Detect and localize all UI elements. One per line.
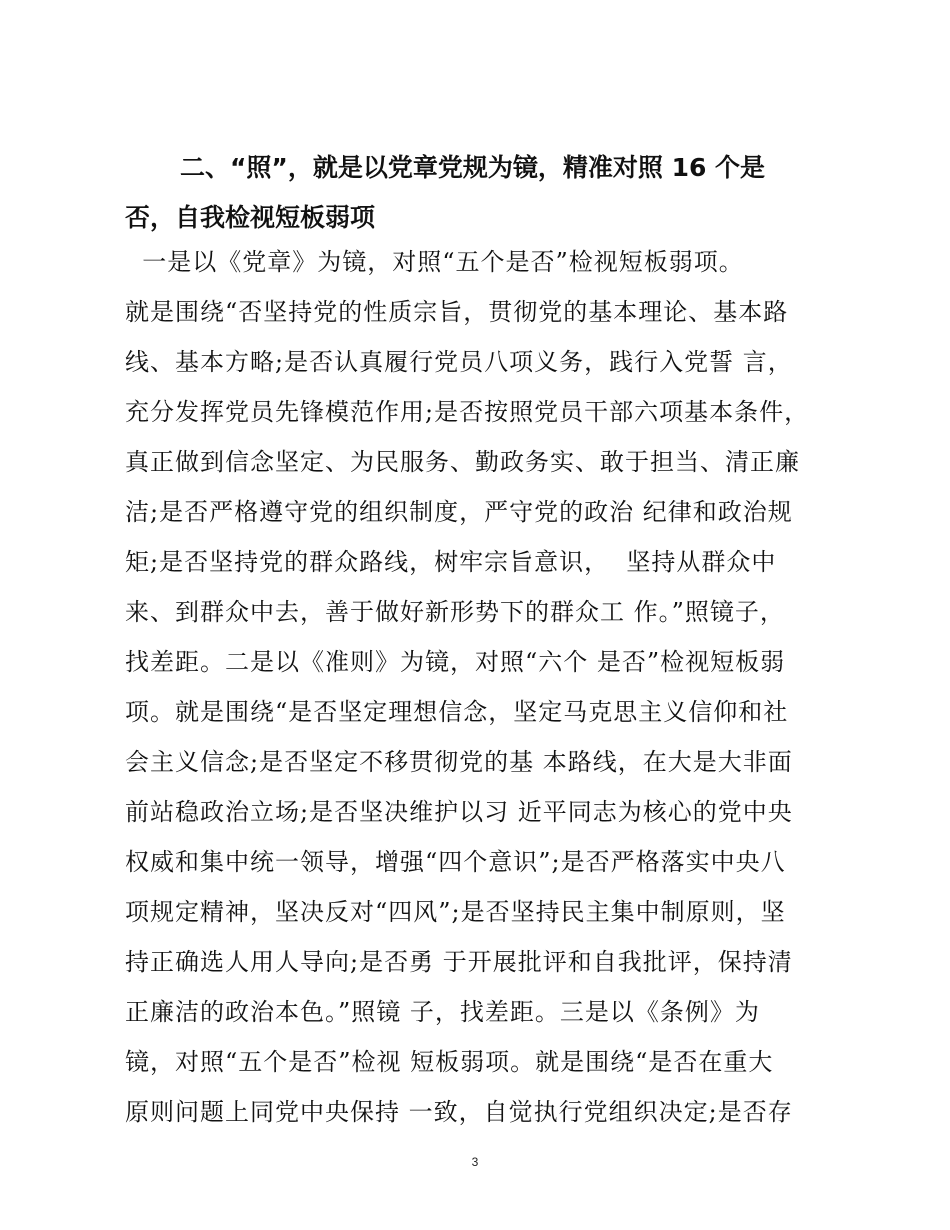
body-text-line: 一是以《党章》为镜，对照“五个是否”检视短板弱项。 — [125, 248, 744, 276]
body-text-line: 洁;是否严格遵守党的组织制度，严守党的政治 纪律和政治规 — [125, 498, 793, 526]
body-text-line: 来、到群众中去，善于做好新形势下的群众工 作。”照镜子， — [125, 598, 785, 626]
body-text-line: 充分发挥党员先锋模范作用;是否按照党员干部六项基本条件， — [125, 398, 810, 426]
body-text-line: 权威和集中统一领导，增强“四个意识”;是否严格落实中央八 — [125, 848, 786, 876]
body-text-line: 真正做到信念坚定、为民服务、勤政务实、敢于担当、清正廉 — [125, 448, 800, 476]
body-text-line: 项规定精神，坚决反对“四风”;是否坚持民主集中制原则，坚 — [125, 898, 786, 926]
body-text-line: 持正确选人用人导向;是否勇 于开展批评和自我批评，保持清 — [125, 948, 793, 976]
body-text-line: 就是围绕“否坚持党的性质宗旨，贯彻党的基本理论、基本路 — [125, 298, 789, 326]
body-text-line: 会主义信念;是否坚定不移贯彻党的基 本路线，在大是大非面 — [125, 748, 793, 776]
body-text-line: 前站稳政治立场;是否坚决维护以习 近平同志为核心的党中央 — [125, 798, 793, 826]
body-text-line: 镜，对照“五个是否”检视 短板弱项。就是围绕“是否在重大 — [125, 1048, 774, 1076]
page-number: 3 — [471, 1155, 479, 1169]
body-text-line: 正廉洁的政治本色。”照镜 子，找差距。三是以《条例》为 — [125, 998, 760, 1026]
section-heading-line-2: 否，自我检视短板弱项 — [125, 203, 376, 232]
body-text-line: 线、基本方略;是否认真履行党员八项义务，践行入党誓 言， — [125, 348, 793, 376]
body-text-line: 找差距。二是以《准则》为镜，对照“六个 是否”检视短板弱 — [125, 648, 786, 676]
section-heading-line-1: 二、“照”，就是以党章党规为镜，精准对照 16 个是 — [180, 153, 766, 182]
body-text-line: 原则问题上同党中央保持 一致，自觉执行党组织决定;是否存 — [125, 1098, 793, 1126]
body-text-line: 矩;是否坚持党的群众路线，树牢宗旨意识， 坚持从群众中 — [125, 548, 777, 576]
body-text-line: 项。就是围绕“是否坚定理想信念，坚定马克思主义信仰和社 — [125, 698, 789, 726]
